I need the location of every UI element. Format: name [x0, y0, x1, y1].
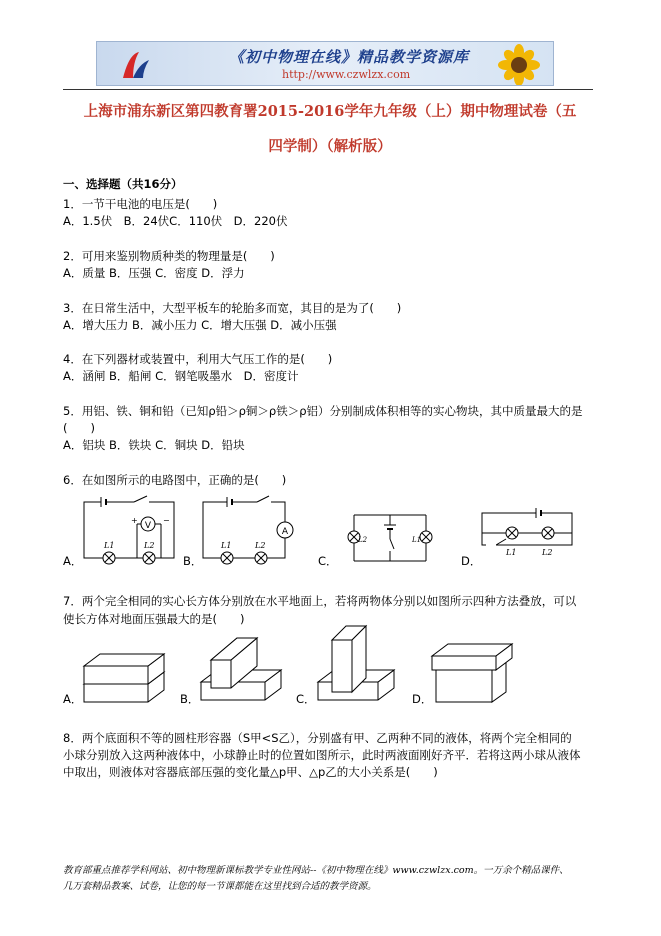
q7-stem-cont: 使长方体对地面压强最大的是( ): [63, 612, 245, 626]
q6-d-lamp1: L1: [506, 548, 517, 557]
q4-options: A．涵闸 B．船闸 C．钢笔吸墨水 D．密度计: [63, 369, 299, 383]
footer-line2: 几万套精品教案、试卷，让您的每一节课都能在这里找到合适的教学资源。: [63, 881, 377, 892]
header-banner: [96, 41, 554, 86]
q6-a-lamp2: L2: [144, 541, 155, 550]
q8-line1: 8．两个底面积不等的圆柱形容器（S甲<S乙），分别盛有甲、乙两种不同的液体，将两个完全相同的: [63, 731, 572, 745]
q6-label-a: A．: [63, 554, 83, 568]
q7-stack-c: [314, 616, 398, 706]
q7-label-b: B．: [180, 692, 200, 706]
q6-stem: 6．在如图所示的电路图中，正确的是( ): [63, 473, 287, 487]
q6-label-c: C．: [318, 554, 338, 568]
document-title-line2: 四学制）（解析版）: [268, 138, 392, 155]
q6-circuit-d: [478, 505, 578, 569]
q5-options: A．铝块 B．铁块 C．铜块 D．铅块: [63, 438, 245, 452]
q6-circuit-a: [79, 494, 179, 566]
svg-text:−: −: [163, 516, 170, 525]
q3-options: A．增大压力 B．减小压力 C．增大压强 D．减小压强: [63, 318, 337, 332]
header-rule: [63, 89, 593, 90]
banner-url[interactable]: http://www.czwlzx.com: [282, 68, 411, 81]
page-footer: [63, 863, 603, 895]
q6-circuit-b: [199, 494, 299, 566]
sunflower-icon: [493, 44, 545, 86]
q7-label-a: A．: [63, 692, 83, 706]
q2-options: A．质量 B．压强 C．密度 D．浮力: [63, 266, 245, 280]
q4-stem: 4．在下列器材或装置中，利用大气压工作的是( ): [63, 352, 333, 366]
q7-stack-d: [430, 636, 516, 706]
q6-a-voltmeter: V: [144, 521, 152, 531]
q6-b-lamp1: L1: [221, 541, 232, 550]
svg-text:+: +: [131, 516, 138, 525]
q6-b-lamp2: L2: [255, 541, 266, 550]
q6-c-lamp1: L1: [412, 536, 422, 544]
q6-label-b: B．: [183, 554, 203, 568]
q6-c-lamp2: L2: [358, 536, 368, 544]
q6-a-lamp1: L1: [104, 541, 115, 550]
logo-icon: [119, 48, 153, 82]
q6-d-lamp2: L2: [542, 548, 553, 557]
banner-title: 《初中物理在线》精品教学资源库: [229, 48, 470, 66]
q7-stem: 7．两个完全相同的实心长方体分别放在水平地面上，若将两物体分别以如图所示四种方法叠放，可以: [63, 594, 577, 608]
footer-line1: 教育部重点推荐学科网站、初中物理新课标教学专业性网站--《初中物理在线》www.czwlzx.com。一万余个精品课件、: [63, 865, 569, 876]
q7-stack-a: [82, 636, 168, 706]
q8-line3: 中取出，则液体对容器底部压强的变化量△p甲、△p乙的大小关系是( ): [63, 765, 438, 779]
q5-stem: 5．用铝、铁、铜和铅（已知ρ铅＞ρ铜＞ρ铁＞ρ铝）分别制成体积相等的实心物块，其中质量最大的是: [63, 404, 583, 418]
q1-stem: 1．一节干电池的电压是( ): [63, 197, 218, 211]
q5-stem-cont: ( ): [63, 421, 95, 435]
q2-stem: 2．可用来鉴别物质种类的物理量是( ): [63, 249, 275, 263]
q6-circuit-c: [336, 505, 444, 569]
q6-label-d: D．: [461, 554, 482, 568]
document-title-line1: 上海市浦东新区第四教育署2015-2016学年九年级（上）期中物理试卷（五: [83, 103, 577, 120]
q7-label-c: C．: [296, 692, 316, 706]
q8-line2: 小球分别放入这两种液体中，小球静止时的位置如图所示，此时两液面刚好齐平．若将这两小球从液体: [63, 748, 581, 762]
q3-stem: 3．在日常生活中，大型平板车的轮胎多而宽，其目的是为了( ): [63, 301, 402, 315]
q6-b-ammeter: A: [281, 527, 289, 537]
q7-stack-b: [197, 630, 287, 706]
section-heading: 一、选择题（共16分）: [63, 177, 183, 191]
q7-label-d: D．: [412, 692, 433, 706]
q1-options: A．1.5伏 B．24伏C．110伏 D．220伏: [63, 214, 288, 228]
